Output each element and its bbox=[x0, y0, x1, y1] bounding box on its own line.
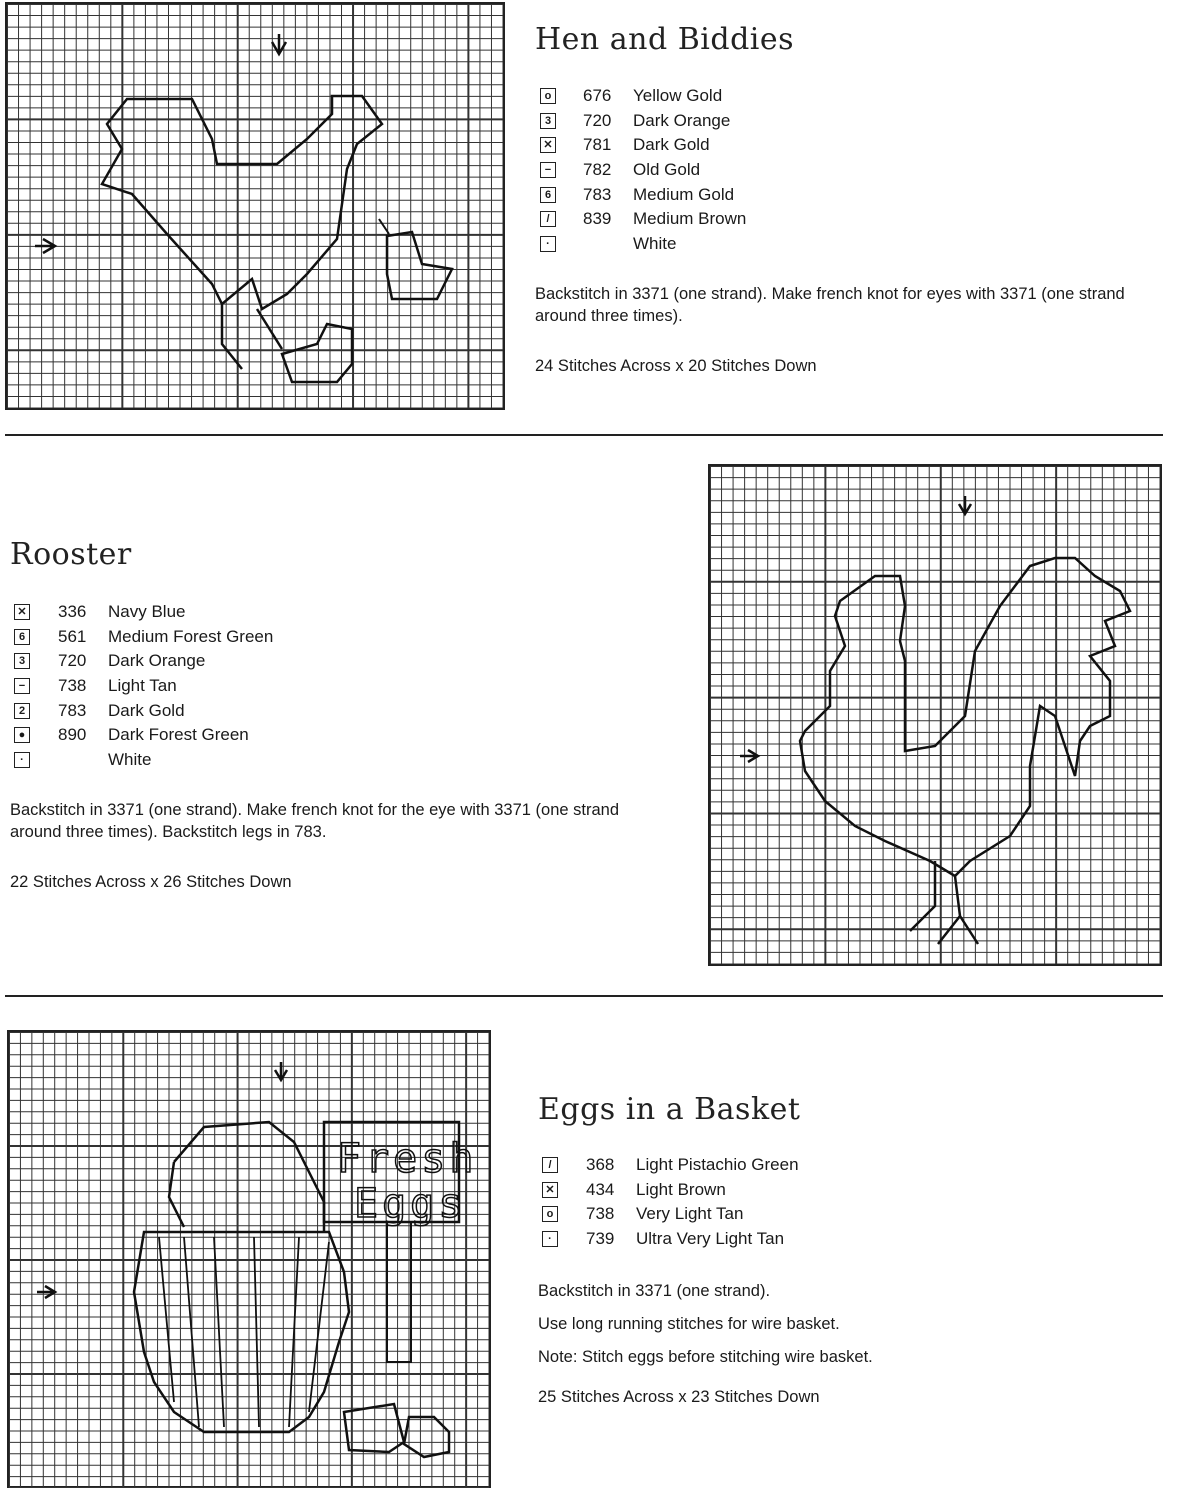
rooster-instructions bbox=[10, 799, 650, 893]
floss-color: Medium Gold bbox=[633, 184, 735, 204]
dash-stitch-icon: − bbox=[14, 678, 30, 694]
floss-color: Ultra Very Light Tan bbox=[636, 1229, 785, 1249]
floss-code: 336 bbox=[58, 602, 87, 621]
section-title: Hen and Biddies bbox=[535, 22, 795, 57]
floss-code: 890 bbox=[58, 725, 87, 745]
floss-color: White bbox=[108, 750, 152, 770]
legend-row bbox=[14, 748, 354, 773]
instruction-text: Backstitch in 3371 (one strand). bbox=[538, 1282, 771, 1300]
floss-color: Navy Blue bbox=[108, 602, 186, 621]
floss-color: Medium Brown bbox=[633, 209, 747, 229]
center-left-arrow-icon bbox=[37, 1286, 55, 1298]
floss-code: 782 bbox=[583, 160, 612, 180]
rooster-outline bbox=[800, 558, 1130, 876]
hen-color-legend bbox=[540, 84, 860, 257]
floss-color: Very Light Tan bbox=[636, 1204, 744, 1224]
hen-outline bbox=[102, 96, 382, 309]
dot-stitch-icon: · bbox=[14, 752, 30, 768]
floss-code: 368 bbox=[586, 1155, 615, 1174]
chick-right-outline bbox=[387, 232, 452, 299]
legend-row bbox=[540, 183, 860, 208]
floss-color: Dark Gold bbox=[633, 135, 710, 155]
floss-color: Light Tan bbox=[108, 676, 177, 696]
section-title: Eggs in a Basket bbox=[538, 1092, 801, 1127]
floss-color: Light Pistachio Green bbox=[636, 1155, 799, 1174]
floss-code: 434 bbox=[586, 1179, 615, 1199]
rooster-color-legend bbox=[14, 600, 354, 773]
slash-stitch-icon: / bbox=[542, 1157, 558, 1173]
x-stitch-icon: ✕ bbox=[542, 1182, 558, 1198]
legend-row bbox=[540, 133, 860, 158]
three-stitch-icon: 3 bbox=[540, 113, 556, 129]
legend-row bbox=[14, 649, 354, 674]
egg-outline bbox=[404, 1417, 449, 1457]
instruction-text: Backstitch in 3371 (one strand). Make french knot for the eye with 3371 (one strand around three times). Backstitch legs in 783. bbox=[10, 801, 620, 841]
circle-stitch-icon: o bbox=[542, 1206, 558, 1222]
center-left-arrow-icon bbox=[740, 750, 758, 762]
legend-row bbox=[540, 84, 860, 109]
legend-row bbox=[540, 109, 860, 134]
floss-code: 561 bbox=[58, 626, 87, 646]
legend-row bbox=[542, 1178, 902, 1203]
six-stitch-icon: 6 bbox=[540, 187, 556, 203]
instruction-text: Note: Stitch eggs before stitching wire basket. bbox=[538, 1348, 873, 1366]
legend-row bbox=[540, 232, 860, 257]
eggs-instructions bbox=[538, 1280, 1158, 1408]
legend-row bbox=[542, 1153, 902, 1178]
section-divider bbox=[5, 434, 1163, 436]
floss-code: 676 bbox=[583, 86, 612, 105]
three-stitch-icon: 3 bbox=[14, 653, 30, 669]
floss-color: Medium Forest Green bbox=[108, 626, 274, 646]
legend-row bbox=[14, 625, 354, 650]
sign-text-fresh: Fresh bbox=[337, 1136, 478, 1182]
eggs-basket-chart bbox=[7, 1030, 491, 1488]
center-left-arrow-icon bbox=[35, 239, 55, 253]
dot-stitch-icon: · bbox=[540, 236, 556, 252]
egg-outline bbox=[344, 1404, 404, 1452]
floss-color: Light Brown bbox=[636, 1179, 726, 1199]
eggs-basket-pattern bbox=[9, 1032, 489, 1488]
circle-stitch-icon: o bbox=[540, 88, 556, 104]
dot-stitch-icon: · bbox=[542, 1231, 558, 1247]
floss-code: 738 bbox=[586, 1204, 615, 1224]
legend-row bbox=[542, 1202, 902, 1227]
floss-code: 781 bbox=[583, 135, 612, 155]
hen-biddies-chart bbox=[5, 2, 505, 410]
slash-stitch-icon: / bbox=[540, 211, 556, 227]
section-title: Rooster bbox=[10, 537, 132, 572]
legend-row bbox=[14, 699, 354, 724]
x-stitch-icon: ✕ bbox=[540, 137, 556, 153]
hen-instructions bbox=[535, 283, 1165, 377]
floss-code: 783 bbox=[58, 700, 87, 720]
floss-code: 839 bbox=[583, 209, 612, 229]
instruction-text: Backstitch in 3371 (one strand). Make french knot for eyes with 3371 (one strand around three times). bbox=[535, 285, 1125, 325]
floss-color: Dark Forest Green bbox=[108, 725, 249, 745]
hen-biddies-pattern bbox=[7, 4, 503, 408]
stitch-count: 25 Stitches Across x 23 Stitches Down bbox=[538, 1388, 820, 1406]
floss-color: Dark Orange bbox=[108, 651, 206, 671]
stitch-count: 22 Stitches Across x 26 Stitches Down bbox=[10, 873, 292, 891]
x-stitch-icon: ✕ bbox=[14, 604, 30, 620]
floss-color: Yellow Gold bbox=[633, 86, 723, 105]
floss-color: Dark Gold bbox=[108, 700, 185, 720]
two-stitch-icon: 2 bbox=[14, 703, 30, 719]
floss-color: Dark Orange bbox=[633, 110, 731, 130]
legend-row bbox=[540, 207, 860, 232]
floss-code: 783 bbox=[583, 184, 612, 204]
basket-outline bbox=[134, 1232, 349, 1432]
floss-color: White bbox=[633, 234, 677, 254]
section-divider bbox=[5, 995, 1163, 997]
legend-row bbox=[14, 723, 354, 748]
floss-code: 739 bbox=[586, 1229, 615, 1249]
filled-dot-stitch-icon: ● bbox=[14, 727, 30, 743]
legend-row bbox=[14, 674, 354, 699]
floss-code: 720 bbox=[583, 110, 612, 130]
dash-stitch-icon: − bbox=[540, 162, 556, 178]
six-stitch-icon: 6 bbox=[14, 629, 30, 645]
legend-row bbox=[14, 600, 354, 625]
rooster-chart bbox=[708, 464, 1162, 966]
floss-code: 720 bbox=[58, 651, 87, 671]
floss-code: 738 bbox=[58, 676, 87, 696]
legend-row bbox=[542, 1227, 902, 1252]
instruction-text: Use long running stitches for wire basket. bbox=[538, 1315, 840, 1333]
sign-text-eggs: Eggs bbox=[354, 1181, 467, 1227]
legend-row bbox=[540, 158, 860, 183]
stitch-count: 24 Stitches Across x 20 Stitches Down bbox=[535, 357, 817, 375]
floss-color: Old Gold bbox=[633, 160, 701, 180]
eggs-color-legend bbox=[542, 1153, 902, 1252]
rooster-pattern bbox=[710, 466, 1160, 964]
center-top-arrow-icon bbox=[959, 496, 971, 514]
